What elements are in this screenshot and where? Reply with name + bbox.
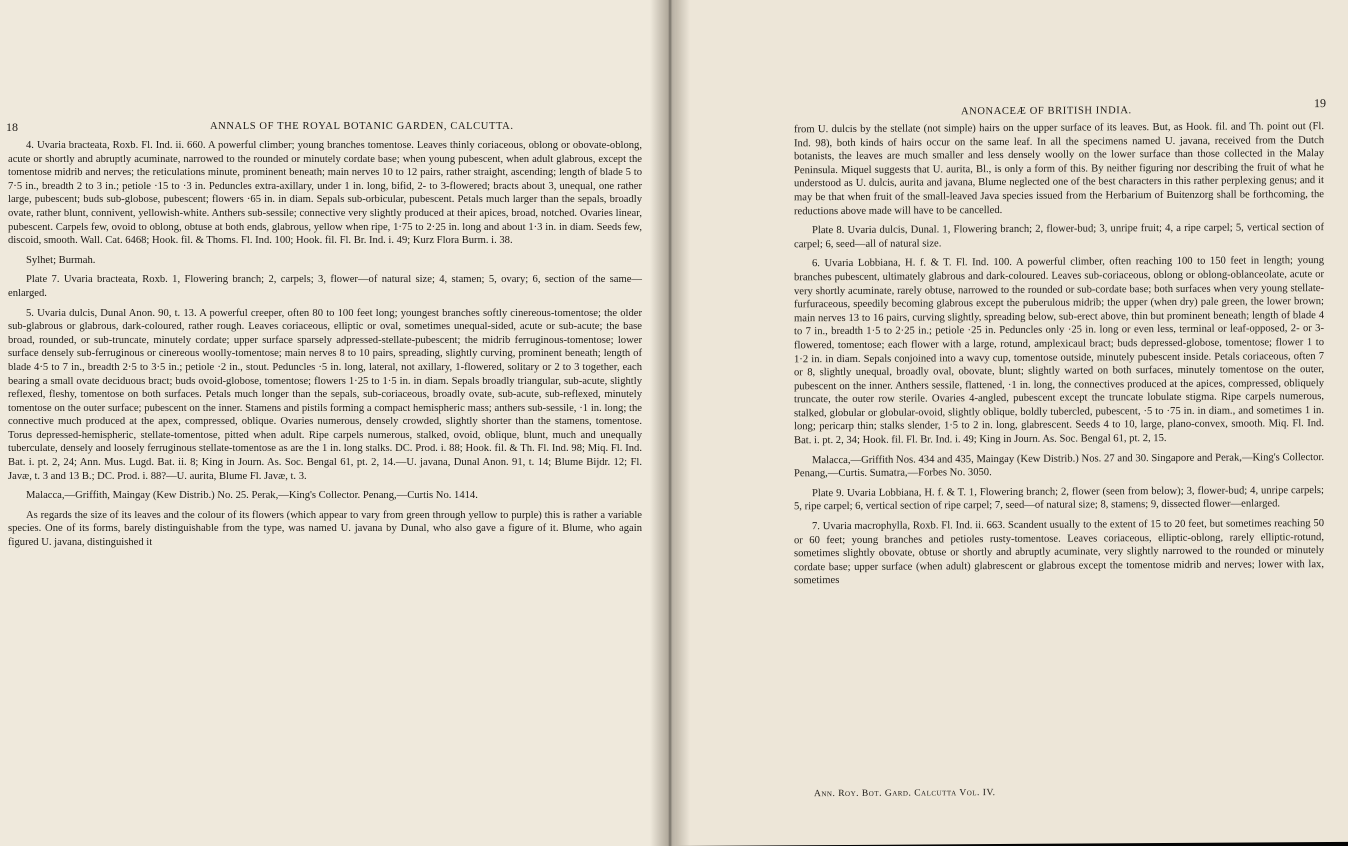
text-column xyxy=(8,139,642,556)
paragraph: Plate 9. Uvaria Lobbiana, H. f. & T. 1, Flowering branch; 2, flower (seen from below); 3, flower-bud; 4, unripe carpels; 5, ripe carpel; 6, vertical section of ripe carpel; 7, seed—of natural size; 8, stamens; 9, dissected flower—enlarged. xyxy=(794,484,1324,513)
paragraph: Malacca,—Griffith Nos. 434 and 435, Maingay (Kew Distrib.) Nos. 27 and 30. Singapore and Perak,—King's Collector. Penang,—Curtis. Sumatra,—Forbes No. 3050. xyxy=(794,451,1324,480)
paragraph: 6. Uvaria Lobbiana, H. f. & T. Fl. Ind. 100. A powerful climber, often reaching 100 to 150 feet in length; young branches pubescent, ultimately glabrous and dark-coloured. Leaves sub-coriaceous, oblong or oblong-oblanceolate, acute or very shortly acuminate, rarely obtuse, narrowed to the rounded or sub-cordate base; both surfaces when very young stellate-furfuraceous, speedily becoming glabrous except the puberulous midrib; the upper (when dry) pale green, the lower brown; main nerves 13 to 16 pairs, curving slightly, spreading below, sub-erect above, thin but prominent beneath; length of blade 4 to 7 in., breadth 1·5 to 2·25 in.; petiole ·25 in. Peduncles only ·25 in. long or even less, terminal or leaf-opposed, 2- or 3-flowered, tomentose; each flower with a large, rotund, amplexicaul bract; buds depressed-globose, tomentose; flower 1 to 1·2 in. in diam. Sepals conjoined into a wavy cup, tomentose outside, minutely pubescent inside. Petals coriaceous, often 7 or 8, slightly unequal, broadly oval, obovate, blunt; slightly warted on both surfaces, minutely tomentose on the outer, pubescent on the inner. Anthers sessile, flattened, ·1 in. long, the connectives produced at the apices, compressed, obliquely truncate, the outer row sterile. Ovaries 4-angled, pubescent except the truncate lobulate stigma. Ripe carpels numerous, stalked, globular or globular-ovoid, slightly oblique, boldly tubercled, pubescent, ·5 to ·75 in. in diam., and sometimes 1 in. long; pericarp thin; stalks slender, 1·5 to 2 in. long, glabrescent. Seeds 4 to 10, large, plano-convex, smooth. Miq. Fl. Ind. Bat. i. pt. 2, 34; Hook. fil. Fl. Br. Ind. i. 49; King in Journ. As. Soc. Bengal 61, pt. 2, 15. xyxy=(794,255,1324,447)
paragraph: 5. Uvaria dulcis, Dunal Anon. 90, t. 13. A powerful creeper, often 80 to 100 feet long; youngest branches softly cinereous-tomentose; the older sub-glabrous or glabrous, dark-coloured, rather rough. Leaves coriaceous, elliptic or oval, sometimes unequal-sided, acute or sub-acute; the base broad, rounded, or sub-truncate, minutely cordate; upper surface sparsely adpressed-stellate-pubescent; the midrib ferruginous-tomentose; lower surface densely sub-ferruginous or cinereous woolly-tomentose; main nerves 8 to 10 pairs, spreading, slightly curving, prominent beneath; length of blade 4·5 to 7 in., breadth 2·5 to 3·5 in.; petiole ·2 in., stout. Peduncles ·5 in. long, lateral, not axillary, 1-flowered, solitary or 2 to 3 together, each bearing a small ovate deciduous bract; buds ovoid-globose, tomentose; flowers 1·25 to 1·5 in. in diam. Sepals broadly triangular, sub-acute, slightly reflexed, fleshy, tomentose on both surfaces. Petals much longer than the sepals, sub-coriaceous, broadly ovate, sub-acute, sub-reflexed, minutely tomentose on the outer surface; pubescent on the inner. Stamens and pistils forming a compact hemispheric mass; anthers sub-sessile, ·1 in. long; the connective much produced at the apex, compressed, oblique. Ovaries numerous, densely crowded, slightly shorter than the stamens, tomentose. Torus depressed-hemispheric, stellate-tomentose, pitted when adult. Ripe carpels numerous, stalked, ovoid, oblique, blunt, much and unequally tuberculate, densely and loosely ferruginous stellate-tomentose as are the 1 in. long stalks. DC. Prod. i. 88; Hook. fil. & Th. Fl. Ind. 98; Miq. Fl. Ind. Bat. i. pt. 2, 24; Ann. Mus. Lugd. Bat. ii. 8; King in Journ. As. Soc. Bengal 61, pt. 2, 14.—U. javana, Dunal Anon. 91, t. 14; Blume Bijdr. 12; Fl. Javæ, t. 3 and 13 B.; DC. Prod. i. 88?—U. aurita, Blume Fl. Javæ, t. 3. xyxy=(8,307,642,482)
page-number: 18 xyxy=(6,120,18,134)
paragraph: Sylhet; Burmah. xyxy=(26,254,96,266)
paragraph: Malacca,—Griffith, Maingay (Kew Distrib.) No. 25. Perak,—King's Collector. Penang,—Curtis No. 1414. xyxy=(26,490,478,502)
paragraph: As regards the size of its leaves and the colour of its flowers (which appear to vary from green through yellow to purple) this is rather a variable species. One of its forms, barely distinguishable from the type, was named U. javana by Dunal, who also gave a figure of it. Blume, who again figured U. javana, distinguished it xyxy=(8,509,642,549)
running-head: ANNALS OF THE ROYAL BOTANIC GARDEN, CALCUTTA. xyxy=(210,121,514,132)
book-gutter xyxy=(650,0,690,846)
right-page xyxy=(676,0,1348,846)
page-footer: Ann. Roy. Bot. Gard. Calcutta Vol. IV. xyxy=(814,788,996,800)
text-column xyxy=(794,120,1324,594)
page-number: 19 xyxy=(1314,96,1326,111)
paragraph: Plate 8. Uvaria dulcis, Dunal. 1, Flowering branch; 2, flower-bud; 3, unripe fruit; 4, a ripe carpel; 5, vertical section of carpel; 6, seed—all of natural size. xyxy=(794,222,1324,251)
paragraph: 7. Uvaria macrophylla, Roxb. Fl. Ind. ii. 663. Scandent usually to the extent of 15 to 20 feet, but sometimes reaching 50 or 60 feet; young branches and petioles rusty-tomentose. Leaves coriaceous, elliptic-oblong, rarely elliptic-rotund, sometimes slightly obovate, obtuse or shortly and abruptly acuminate, very slightly narrowed to the rounded or minutely cordate base; upper surface (when adult) glabrescent or glabrous except the tomentose midrib and nerves; lower with lax, sometimes xyxy=(794,518,1324,587)
paragraph: 4. Uvaria bracteata, Roxb. Fl. Ind. ii. 660. A powerful climber; young branches tomentose. Leaves thinly coriaceous, oblong or obovate-oblong, acute or shortly and abruptly acuminate, narrowed to the rounded or minutely cordate base; when young pubescent, when adult glabrous, except the tomentose midrib and nerves; the reticulations minute, prominent beneath; main nerves 10 to 12 pairs, rather straight, ascending; length of blade 5 to 7·5 in., breadth 2 to 3 in.; petiole ·15 to ·3 in. Peduncles extra-axillary, under 1 in. long, bifid, 2- to 3-flowered; bracts about 3, unequal, one rather large, pubescent; buds sub-globose, pubescent; flowers ·65 in. in diam. Sepals sub-orbicular, pubescent. Petals much larger than the sepals, broadly ovate, rather blunt, connivent, yellowish-white. Anthers sub-sessile; connective very slightly produced at their apices, broad, notched. Ovaries linear, pubescent. Carpels few, ovoid to oblong, obtuse at both ends, glabrous, yellow when ripe, 1·75 to 2·25 in. long and about 1·3 in. in diam. Seeds few, discoid, smooth. Wall. Cat. 6468; Hook. fil. & Thoms. Fl. Ind. 100; Hook. fil. Fl. Br. Ind. i. 49; Kurz Flora Burm. i. 38. xyxy=(8,140,642,247)
paragraph: from U. dulcis by the stellate (not simple) hairs on the upper surface of its leaves. But, as Hook. fil. and Th. point out (Fl. Ind. 98), both kinds of hairs occur on the same leaf. In all the specimens named U. javana, received from the Dutch botanists, the leaves are much smaller and less densely woolly on the lower surface than those collected in the Malay Peninsula. Miquel suggests that U. aurita, Bl., is only a form of this. By neither figuring nor describing the fruit of what he understood as U. dulcis, aurita and javana, Blume neglected one of the best characters in this rather perplexing genus; and it may be that when fruit of the small-leaved Java species issued from the Herbarium of Buitenzorg shall be forthcoming, the reductions above made will have to be cancelled. xyxy=(794,121,1324,217)
paragraph: Plate 7. Uvaria bracteata, Roxb. 1, Flowering branch; 2, carpels; 3, flower—of natural size; 4, stamen; 5, ovary; 6, section of the same—enlarged. xyxy=(8,274,642,299)
running-head: ANONACEÆ OF BRITISH INDIA. xyxy=(961,105,1132,118)
